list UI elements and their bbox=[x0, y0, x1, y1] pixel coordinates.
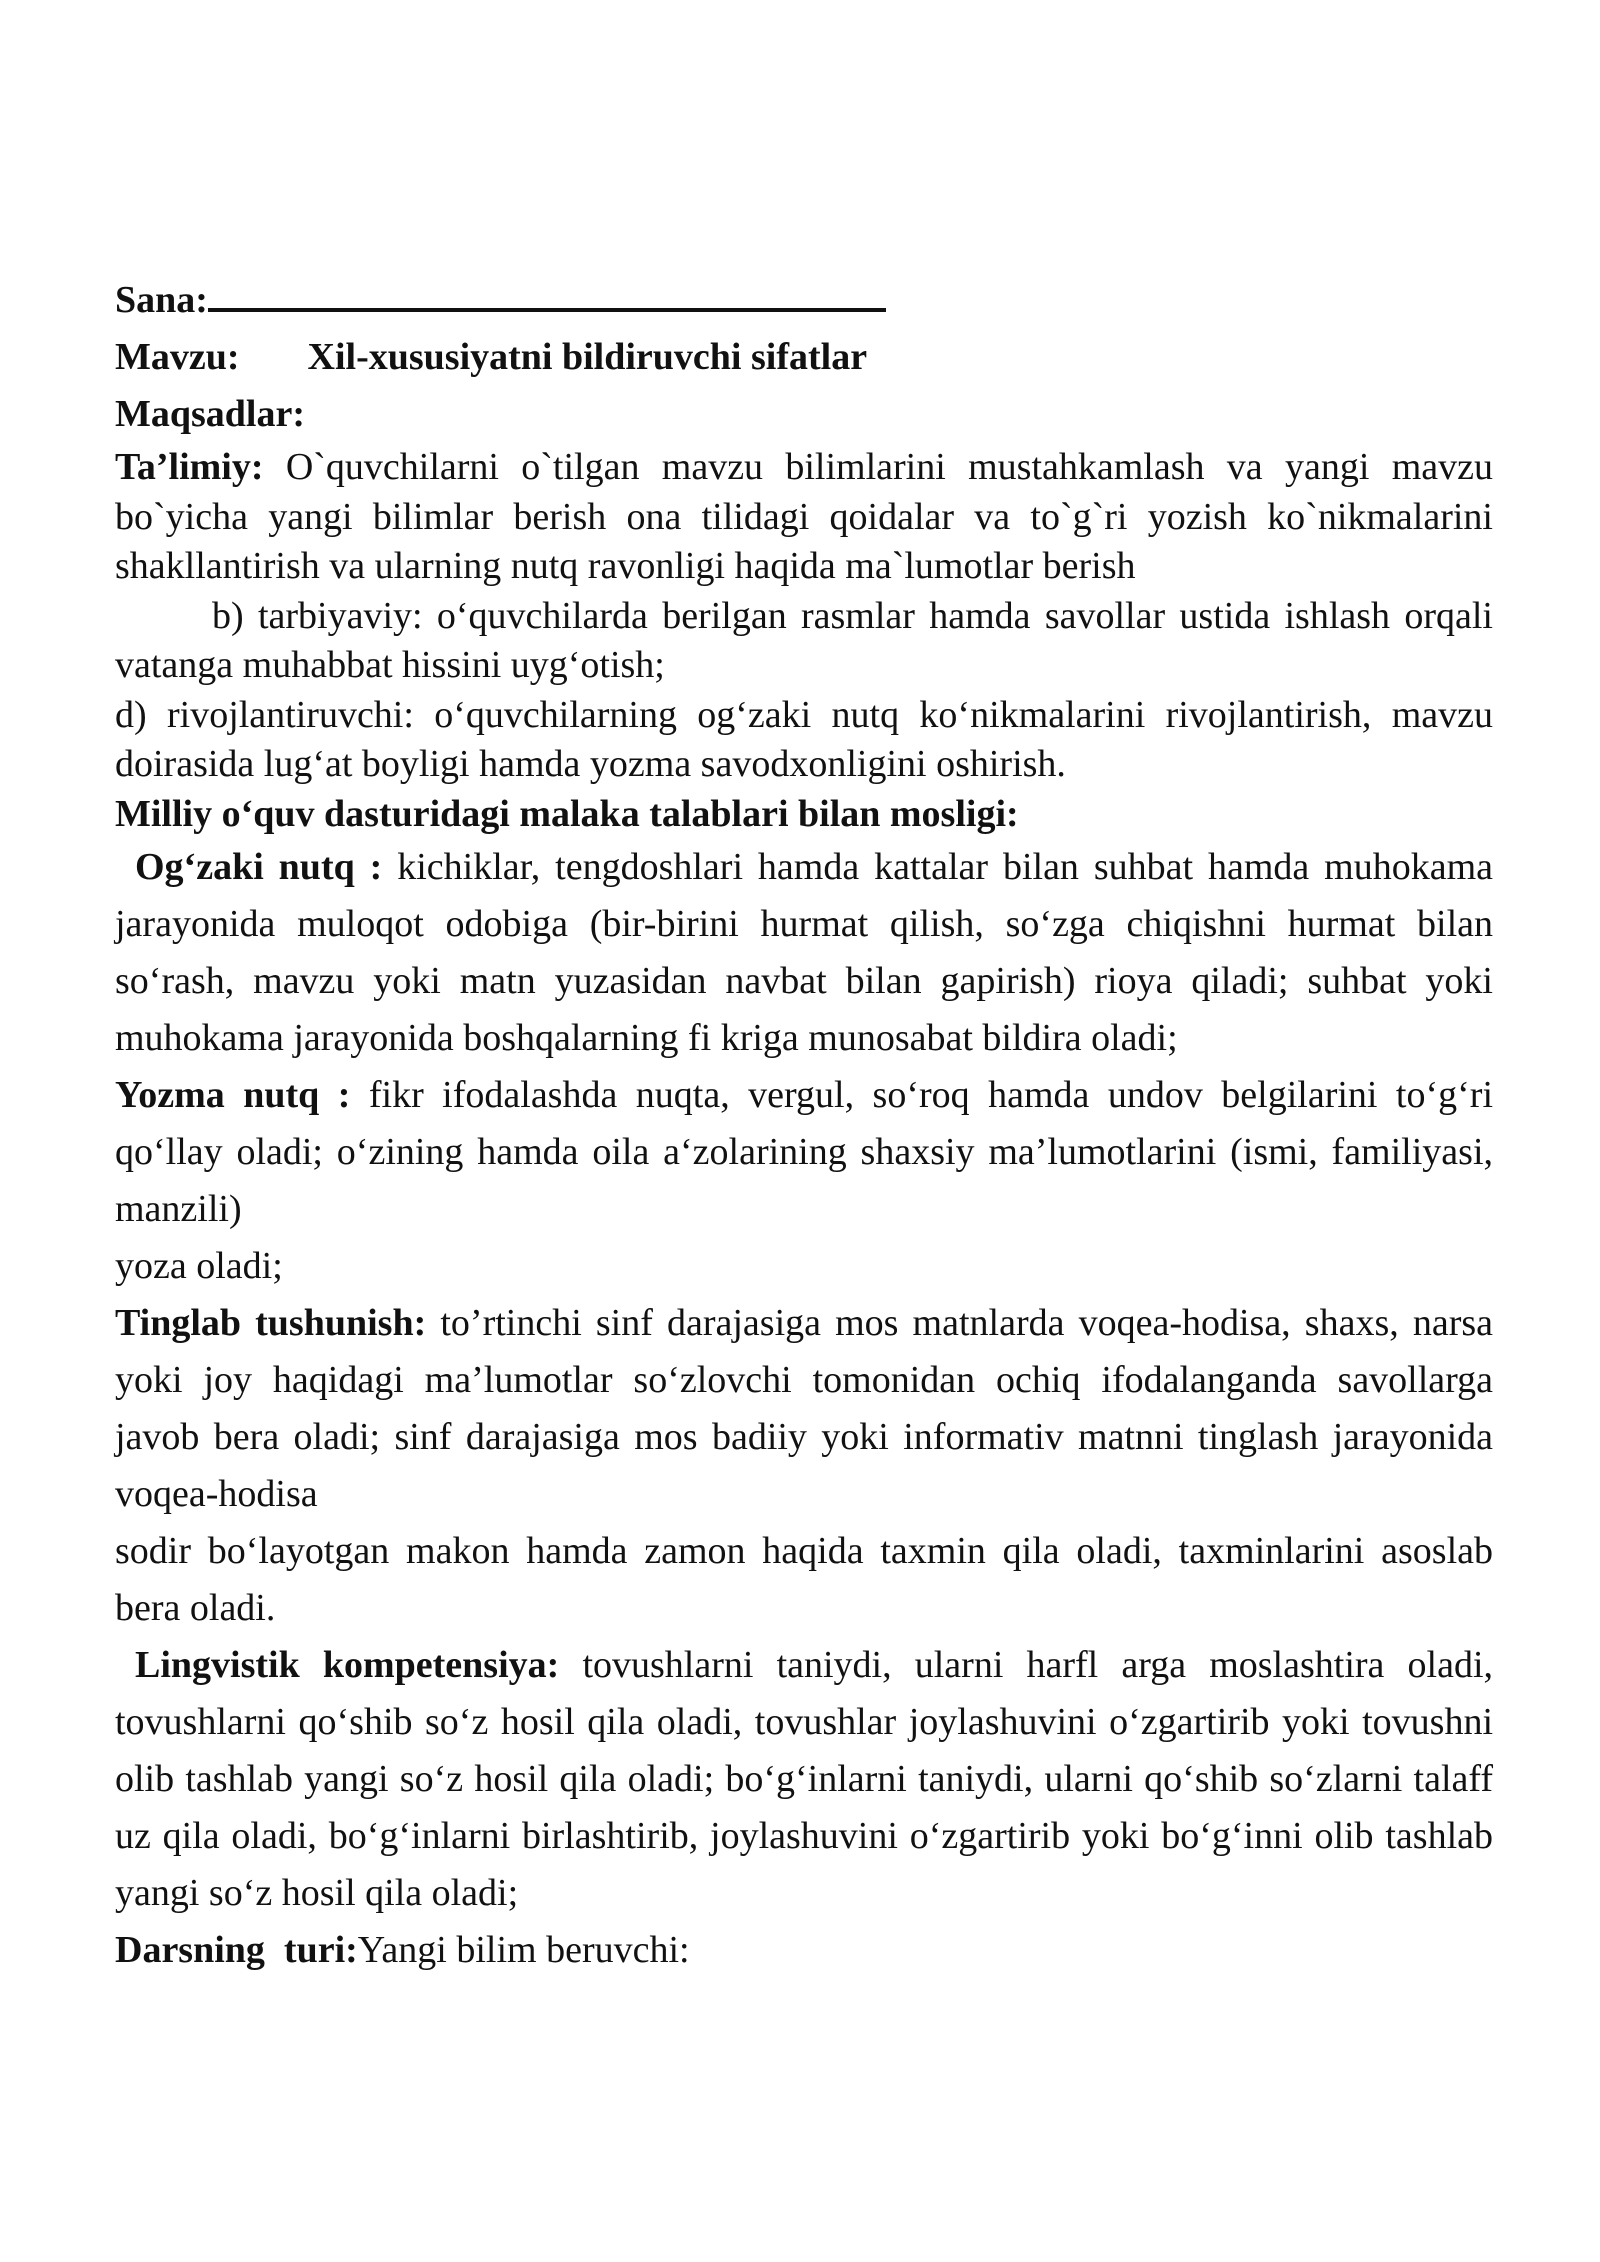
standard-ogzaki bbox=[115, 839, 1493, 1067]
yozma-label: Yozma nutq : bbox=[115, 1074, 351, 1116]
yozma-text: fikr ifodalashda nuqta, vergul, so‘roq hamda undov belgilarini to‘g‘ri qo‘llay oladi; o‘zining hamda oila a‘zolarining shaxsiy ma’lumotlarini (ismi, familiyasi, manzili) bbox=[115, 1074, 1494, 1230]
goals-heading: Maqsadlar: bbox=[115, 393, 305, 435]
goal-talimiy bbox=[115, 443, 1493, 592]
goal-rivojlantiruvchi: d) rivojlantiruvchi: o‘quvchilarning og‘zaki nutq ko‘nikmalarini rivojlantirish, mavzu doirasida lug‘at boyligi hamda yozma savodxonligini oshirish. bbox=[115, 693, 1493, 785]
lesson-type-line bbox=[115, 1922, 1493, 1979]
topic-value: Xil-xususiyatni bildiruvchi sifatlar bbox=[307, 336, 868, 378]
standard-tinglab-cont: sodir bo‘layotgan makon hamda zamon haqida taxmin qila oladi, taxminlarini asoslab bera oladi. bbox=[115, 1530, 1493, 1629]
lesson-type-label: Darsning turi: bbox=[115, 1929, 358, 1971]
tinglab-text: to’rtinchi sinf darajasiga mos matnlarda voqea-hodisa, shaxs, narsa yoki joy haqidagi ma’lumotlar so‘zlovchi tomonidan ochiq ifodalanganda savollarga javob bera oladi; sinf darajasiga mos badiiy yoki informativ matnni tinglash jarayonida voqea-hodisa bbox=[115, 1302, 1494, 1515]
standard-lingvistik bbox=[115, 1637, 1493, 1922]
tarbiyaviy-text: b) tarbiyaviy: o‘quvchilarda berilgan rasmlar hamda savollar ustida ishlash orqali vatanga muhabbat hissini uyg‘otish; bbox=[115, 594, 1493, 686]
lesson-plan-page bbox=[115, 268, 1493, 1979]
ogzaki-text: kichiklar, tengdoshlari hamda kattalar bilan suhbat hamda muhokama jarayonida muloqot odobiga (bir-birini hurmat qilish, so‘zga chiqishni hurmat bilan so‘rash, mavzu yoki matn yuzasidan navbat bilan gapirish) rioya qiladi; suhbat yoki muhokama jarayonida boshqalarning fi kriga munosabat bildira oladi; bbox=[115, 846, 1494, 1059]
lesson-type-value: Yangi bilim beruvchi: bbox=[357, 1929, 690, 1971]
date-line bbox=[115, 268, 1493, 329]
date-blank-line bbox=[208, 268, 886, 312]
topic-label: Mavzu: bbox=[115, 336, 240, 378]
topic-line bbox=[115, 329, 1493, 386]
date-label: Sana: bbox=[115, 279, 208, 321]
talimiy-label: Ta’limiy: bbox=[115, 446, 264, 488]
tinglab-label: Tinglab tushunish: bbox=[115, 1302, 427, 1344]
goal-tarbiyaviy bbox=[115, 592, 1493, 691]
standards-heading: Milliy o‘quv dasturidagi malaka talablari bilan mosligi: bbox=[115, 792, 1019, 835]
lingvistik-text: tovushlarni taniydi, ularni harfl arga moslashtira oladi, tovushlarni qo‘shib so‘z hosil qila oladi, tovushlar joylashuvini o‘zgartirib yoki tovushni olib tashlab yangi so‘z hosil qila oladi; bo‘g‘inlarni taniydi, ularni qo‘shib so‘zlarni talaff uz qila oladi, bo‘g‘inlarni birlashtirib, joylashuvini o‘zgartirib yoki bo‘g‘inni olib tashlab yangi so‘z hosil qila oladi; bbox=[115, 1644, 1494, 1914]
talimiy-text: O`quvchilarni o`tilgan mavzu bilimlarini mustahkamlash va yangi mavzu bo`yicha yangi bilimlar berish ona tilidagi qoidalar va to`g`ri yozish ko`nikmalarini shakllantirish va ularning nutq ravonligi haqida ma`lumotlar berish bbox=[115, 446, 1493, 587]
standard-yozma bbox=[115, 1067, 1493, 1238]
ogzaki-label: Og‘zaki nutq : bbox=[135, 846, 383, 888]
standard-yozma-cont: yoza oladi; bbox=[115, 1245, 283, 1287]
standard-tinglab bbox=[115, 1295, 1493, 1523]
lingvistik-label: Lingvistik kompetensiya: bbox=[135, 1644, 560, 1686]
